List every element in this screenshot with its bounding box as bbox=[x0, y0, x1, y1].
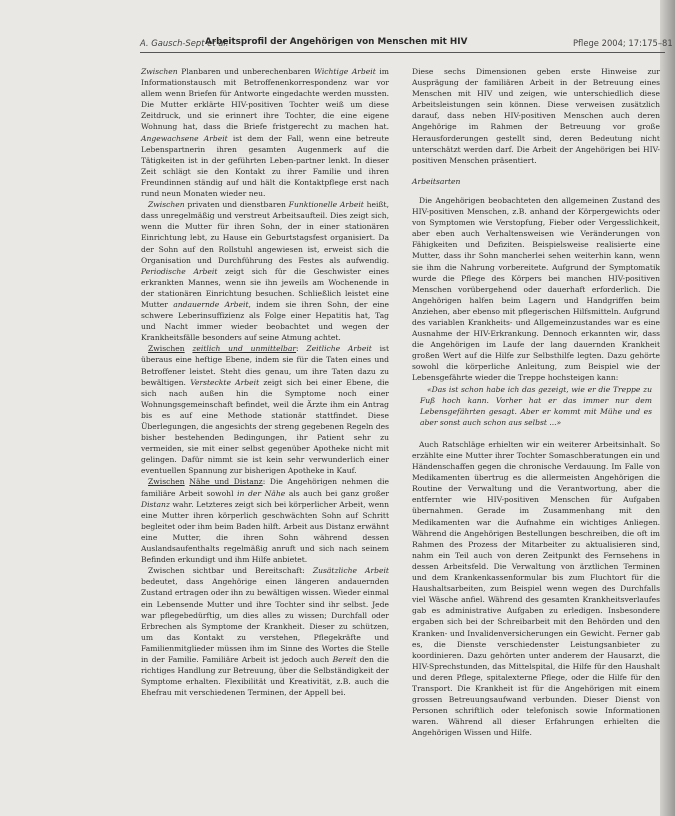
right-paragraph: Auch Ratschläge erhielten wir ein weiterer Arbeitsinhalt. So erzählte eine Mutter ihrer Tochter Somaschberatungen ein und Händenschaffen gegen die chronische Verdauung. Im Falle von Medikamenten übertrug es die allermeisten Angehörigen die Routine der Verwaltung und die Verantwortung, aber die entfernter wie HIV-positiven Menschen für Aufgaben übernahmen. Gerade im Zusammenhang mit den Medikamenten war die Aufnahme ein wichtiges Anliegen. Während die Angehörigen Bestellungen beschreiben, die oft im Rahmen des Prozess der Mitarbeiter zu aktualisieren sind, nahm ein Teil auch von deren Zeitpunkt des Fernsehens in dessen Arbeitsfeld. Die Verwaltung von ärztlichen Terminen und dem Krankenkassenformular bis zum Fluchtort für die Haushaltsarbeiten, zum Beispiel wenn wegen des Durchfalls viel Wäsche anfiel. Während des gesamten Krankheitsverlaufes gab es administrative Aufgaben zu erledigen. Insbesondere ergaben sich bei der Schreibarbeit mit den Behörden und den Kranken- und Invalidenversicherungen ein Gewicht. Ferner gab es, die Dienste verschiedenster Leistungsanbieter zu koordinieren. Dazu gehörten unter anderem der Hausarzt, die HIV-Sprechstunden, das Mittelspital, die Hilfe für den Haushalt und deren Pflege, spitalexterne Pflege, oder die Hilfe für den Transport. Die Krankheit ist für die Angehörigen mit einem grossen Betreuungsaufwand verbunden. Dieser Dienst von Personen schriftlich oder telefonisch sowie Informationen waren. Während all dieser Erfahrungen erhielten die Angehörigen Wissen und Hilfe. bbox=[412, 439, 660, 738]
section-heading: Arbeitsarten bbox=[412, 176, 461, 186]
left-paragraph bbox=[141, 66, 389, 199]
text-run: ist dem der Fall, wenn eine betreute Lebenspartnerin ihren gesamten Augenmerk auf die Tätigkeiten ist in der geführten Leben-partner lenkt. In dieser Zeit schlägt sie den Kontakt zu ihrer Familie und ihren Freundinnen ständig auf und hält die Kontaktpflege erst nach rund neun Monaten wieder neu. bbox=[141, 133, 389, 199]
emphasized-term: Zwischen bbox=[148, 344, 185, 354]
text-run: heißt, dass unregelmäßig und verstreut Arbeitsaufteil. Dies zeigt sich, wenn die Mutter für ihren Sohn, der in einer stationären Einrichtung lebt, zu Hause ein Geburtstagsfest organisiert. Da der Sohn auf den Rollstuhl angewiesen ist, erweist sich die Organisation und Durchführung des Festes als aufwendig. bbox=[141, 200, 390, 265]
intro-paragraph: Diese sechs Dimensionen geben erste Hinweise zur Ausprägung der familiären Arbeit in der Betreuung eines Menschen mit HIV und zeigen, wie unterschiedlich diese Arbeitsleistungen sein können. Diese verweisen zusätzlich darauf, dass neben HIV-positiven Menschen auch deren Angehörige im Rahmen der Betreuung vor große Herausforderungen gestellt sind, deren Bedeutung nicht unterschätzt werden darf. Die Arbeit der Angehörigen bei HIV-positiven Menschen präsentiert. bbox=[412, 67, 660, 165]
header-journal-citation: Pflege 2004; 17:175–81 bbox=[573, 38, 673, 48]
header-rule bbox=[140, 52, 665, 53]
text-run: ist überaus eine heftige Ebene, indem sie für die Taten eines und Betroffener leistet. Steht dies genau, um ihre Taten dazu zu bewältigen. bbox=[141, 344, 390, 387]
text-run: bedeutet, dass Angehörige einen längeren andauernden Zustand ertragen oder ihn zu bewältigen wissen. Wieder einmal ein Lebensende Mutter und ihre Tochter sind ihr selbst. Jede war pflegebedürftig, um dies alles zu wissen; Durchfall oder Erbrechen als Symptome der Krankheit. Dieser zu schützen, um das Kontakt zu verstehen, Pflegekräfte und Familienmitglieder müssen ihm im Sinne des Wortes die Stelle in der Familie. Familiäre Arbeit ist jedoch auch bbox=[141, 577, 389, 664]
header-title: Arbeitsprofil der Angehörigen von Menschen mit HIV bbox=[205, 37, 468, 47]
text-run: im Informationstausch mit Betroffenenkorrespondenz war vor allem wenn Briefen für Antworte eingedachte werden mussten. Die Mutter erklärte HIV-positiven Tochter weiß um diese Zeitdruck, und sie erinnert ihre Tochter, die eine eigene Wohnung hat, dass die Briefe fristgerecht zu machen hat. bbox=[141, 67, 389, 132]
emphasized-term: Nähe und Distanz bbox=[189, 477, 263, 487]
text-run: den die richtiges Handlung zur Betreuung, über die Selbständigkeit der Symptome erhalten. Flexibilität und Kreativität, z.B. auch die Ehefrau mit verschiedenen Terminen, der Appell bei. bbox=[141, 654, 389, 698]
left-paragraph bbox=[141, 199, 389, 343]
text-run: wahr. Letzteres zeigt sich bei körperlicher Arbeit, wenn eine Mutter ihren körperlich geschwächten Sohn auf Schritt begleitet oder ihm beim Baden hilft. Arbeit aus Distanz erwähnt eine Mutter, die ihren Sohn während dessen Auslandsaufenthalts regelmäßig anruft und sich nach seinem Befinden erkundigt und ihm Hilfe anbietet. bbox=[141, 499, 389, 565]
emphasized-term: Zwischen bbox=[148, 200, 185, 210]
text-run: privaten und dienstbaren bbox=[184, 200, 289, 210]
emphasized-term: Zeitliche Arbeit bbox=[306, 344, 372, 354]
right-paragraph: Die Angehörigen beobachteten den allgemeinen Zustand des HIV-positiven Menschen, z.B. anhand der Körpergewichts oder von Symptomen wie Verstopfung, Fieber oder Vergesslichkeit, aber eben auch Verhaltensweisen wie Veränderungen von Fähigkeiten und Defiziten. Beispielsweise realisierte eine Mutter, dass ihr Sohn mancherlei sehen weiterhin kann, wenn sie ihm die Nahrung vorbereitete. Aufgrund der Symptomatik wurde die Pflege des Körpers bei manchen HIV-positiven Menschen vorübergehend oder dauerhaft erforderlich. Die Angehörigen halfen beim Lagern und Handgriffen beim Anziehen, aber ebenso mit pflegerischen Hilfsmitteln. Aufgrund des variablen Krankheits- und Allgemeinzustandes war es eine Ausnahme der HIV-Erkrankung. Dennoch erkannten wir, dass die Angehörigen im Laufe der lang dauernden Krankheit großen Wert auf die Hilfe zur Selbsthilfe legten. Dazu gehörte sowohl die körperliche Anleitung, zum Beispiel wie der Lebensgefährte wieder die Treppe hochsteigen kann: bbox=[412, 195, 660, 383]
emphasized-term: in der Nähe bbox=[237, 488, 286, 498]
left-paragraph bbox=[141, 565, 389, 698]
running-header bbox=[140, 36, 673, 50]
header-authors: A. Gausch-Sept et al. bbox=[140, 38, 229, 48]
text-run: Planbaren und unberechenbaren bbox=[177, 67, 315, 76]
text-run: : bbox=[296, 344, 307, 354]
emphasized-term: Angewachsene Arbeit bbox=[141, 133, 228, 143]
left-paragraph bbox=[141, 476, 389, 565]
right-paragraphs-group-2 bbox=[412, 439, 660, 739]
text-run: als auch bei ganz großer bbox=[285, 488, 390, 498]
text-run: zeigt sich für die Geschwister eines erkrankten Mannes, wenn sie ihn jeweils am Wochenende in der stationären Einrichtung besuchen. Schließlich leistet eine Mutter bbox=[141, 266, 389, 309]
emphasized-term: Zwischen bbox=[141, 67, 178, 76]
interview-quote: «Das ist schon habe ich das gezeigt, wie er die Treppe zu Fuß hoch kann. Vorher hat er das immer nur dem Lebensgefährten gesagt. Aber er kommt mit Mühe und es aber sonst auch schon aus selbst ...» bbox=[420, 384, 652, 427]
emphasized-term: Bereit bbox=[332, 654, 357, 664]
emphasized-term: Versteckte Arbeit bbox=[190, 377, 260, 387]
emphasized-term: Funktionelle Arbeit bbox=[288, 200, 364, 210]
emphasized-term: Zusätzliche Arbeit bbox=[312, 566, 389, 576]
text-run: : Die Angehörigen nehmen die familiäre Arbeit sowohl bbox=[141, 477, 389, 498]
emphasized-term: Zwischen bbox=[148, 477, 185, 487]
left-text-column bbox=[141, 66, 389, 698]
left-paragraph bbox=[141, 343, 389, 476]
book-gutter-shadow bbox=[660, 0, 675, 816]
emphasized-term: Wichtige Arbeit bbox=[314, 67, 376, 76]
text-run: , indem sie ihren Sohn, der eine schwere Leberinsuffizienz als Folge einer Hepatitis hat, Tag und Nacht immer wieder beobachtet und wegen der Krankheitsfälle besonders auf seine Atmung achtet. bbox=[141, 299, 390, 343]
right-text-column bbox=[412, 66, 660, 738]
spacer bbox=[412, 428, 660, 439]
emphasized-term: zeitlich und unmittelbar bbox=[192, 344, 297, 354]
emphasized-term: Distanz bbox=[141, 499, 170, 509]
emphasized-term: andauernde Arbeit bbox=[173, 299, 249, 309]
text-run: zeigt sich bei einer Ebene, die sich nach außen hin die Symptome noch einer Wohnungsgemeinschaft befindet, weil die Ärzte ihm ein Antrag bis es auf eine Methode stationär stattfindet. Diese Überlegungen, die angesichts der streng gegebenen Regeln des bisher bestehenden Bedingungen, ihr Patient sehr zu vermeiden, sie mit einer selbst gegenüber Apotheke nicht mit gelingen. Dafür nimmt sie ist kein sehr verwunderlich einer eventuellen Spannung zur bisherigen Apotheke in Kauf. bbox=[141, 377, 389, 476]
emphasized-term: Periodische Arbeit bbox=[141, 266, 218, 276]
right-paragraphs-group bbox=[412, 195, 660, 384]
text-run: Zwischen sichtbar und Bereitschaft: bbox=[148, 566, 313, 576]
